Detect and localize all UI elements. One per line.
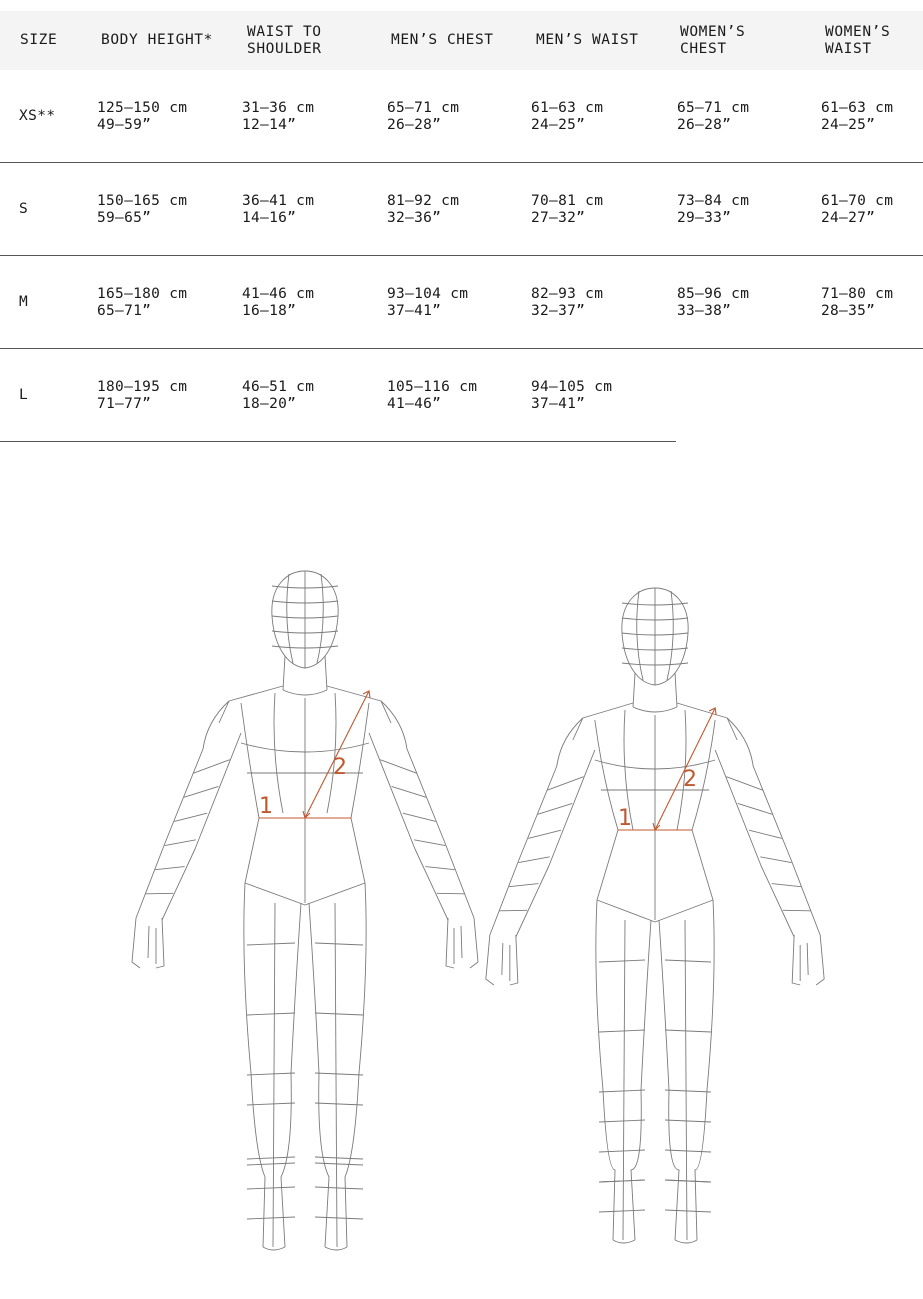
table-body (0, 70, 923, 442)
wireframe-line (247, 1103, 295, 1105)
header-size: SIZE (20, 32, 58, 48)
leg (695, 900, 714, 1240)
wireframe-line (547, 777, 583, 790)
table-cell (387, 286, 468, 320)
wireframe-line (509, 884, 538, 887)
male-mannequin (132, 571, 478, 1250)
wireframe-line (315, 1187, 363, 1189)
table-cell (387, 193, 459, 227)
hand (446, 918, 478, 968)
wireframe-line (599, 1030, 645, 1032)
wireframe-line (519, 857, 550, 863)
measure-label-shoulder: 2 (683, 767, 697, 792)
wireframe-line (315, 943, 363, 945)
measurement-figures (0, 540, 923, 1280)
wireframe-line (437, 893, 465, 894)
arm (381, 701, 474, 918)
table-cell (531, 100, 603, 134)
wireframe-line (315, 1103, 363, 1105)
torso-right (351, 703, 369, 883)
cell-metric-value: 70–81 cm (531, 193, 604, 209)
cell-imperial-value: 37–41” (387, 303, 442, 319)
wireframe-line (516, 750, 595, 937)
cell-imperial-value: 59–65” (97, 210, 152, 226)
wireframe-line (659, 920, 679, 1240)
cell-imperial-value: 12–14” (242, 117, 297, 133)
wireframe-line (783, 910, 811, 911)
table-cell (242, 379, 314, 413)
wireframe-line (631, 920, 651, 1240)
table-cell (677, 286, 749, 320)
cell-metric-value: 82–93 cm (531, 286, 604, 302)
cell-imperial-value: 32–37” (531, 303, 586, 319)
table-cell (821, 193, 893, 227)
wireframe-line (623, 920, 625, 1240)
wireframe-line (538, 803, 573, 814)
wireframe-line (403, 813, 436, 821)
wireframe-line (327, 693, 336, 813)
wireframe-line (309, 903, 329, 1247)
wireframe-line (263, 1247, 285, 1250)
cell-imperial-value: 41–46” (387, 396, 442, 412)
cell-metric-value: 31–36 cm (242, 100, 315, 116)
wireframe-line (665, 1180, 711, 1182)
arm (490, 718, 583, 935)
wireframe-line (247, 943, 295, 945)
wireframe-line (665, 1090, 711, 1092)
mannequin-illustrations (0, 540, 923, 1280)
wireframe-line (726, 777, 762, 790)
wireframe-line (665, 1210, 711, 1212)
cell-metric-value: 61–70 cm (821, 193, 894, 209)
size-cell: L (19, 387, 29, 403)
table-cell (531, 379, 612, 413)
cell-metric-value: 41–46 cm (242, 286, 315, 302)
size-chart-table (0, 11, 923, 442)
header-mens-chest: MEN’S CHEST (391, 32, 494, 48)
cell-metric-value: 73–84 cm (677, 193, 750, 209)
wireframe-line (315, 1157, 363, 1159)
cell-metric-value: 65–71 cm (387, 100, 460, 116)
wireframe-line (599, 1090, 645, 1092)
cell-imperial-value: 24–25” (821, 117, 876, 133)
torso-left (595, 720, 618, 900)
size-cell: S (19, 201, 29, 217)
header-body-height: BODY HEIGHT* (101, 32, 213, 48)
table-cell (97, 286, 187, 320)
wireframe-line (247, 1073, 295, 1075)
wireframe-line (613, 1240, 635, 1243)
cell-metric-value: 105–116 cm (387, 379, 478, 395)
table-cell (97, 193, 187, 227)
wireframe-line (315, 1163, 363, 1165)
wireframe-line (247, 1157, 295, 1159)
table-cell (97, 379, 187, 413)
cell-metric-value: 61–63 cm (821, 100, 894, 116)
table-cell (387, 379, 477, 413)
wireframe-line (665, 1030, 711, 1032)
wireframe-line (528, 830, 561, 838)
wireframe-line (247, 1217, 295, 1219)
torso-left (241, 703, 259, 883)
cell-imperial-value: 71–77” (97, 396, 152, 412)
cell-metric-value: 36–41 cm (242, 193, 315, 209)
cell-metric-value: 165–180 cm (97, 286, 188, 302)
wireframe-line (772, 884, 801, 887)
table-cell (531, 193, 603, 227)
wireframe-line (392, 786, 427, 797)
cell-imperial-value: 33–38” (677, 303, 732, 319)
wireframe-line (599, 1120, 645, 1122)
cell-metric-value: 150–165 cm (97, 193, 188, 209)
wireframe-line (281, 903, 301, 1247)
wireframe-line (454, 926, 462, 964)
wireframe-line (165, 840, 196, 846)
cell-metric-value: 180–195 cm (97, 379, 188, 395)
cell-imperial-value: 37–41” (531, 396, 586, 412)
wireframe-line (273, 903, 275, 1247)
leg (596, 900, 615, 1240)
wireframe-line (675, 1240, 697, 1243)
cell-imperial-value: 27–32” (531, 210, 586, 226)
wireframe-line (749, 830, 782, 838)
wireframe-line (148, 926, 156, 964)
wireframe-line (800, 943, 808, 981)
table-cell (677, 193, 749, 227)
wireframe-line (665, 1120, 711, 1122)
wireframe-line (715, 750, 794, 937)
wireframe-line (274, 693, 283, 813)
right-shoulder (327, 686, 391, 723)
wireframe-line (633, 707, 677, 712)
wireframe-line (325, 1247, 347, 1250)
table-cell (821, 100, 893, 134)
wireframe-line (599, 1210, 645, 1212)
wireframe-line (380, 760, 416, 773)
table-cell (677, 100, 749, 134)
wireframe-line (184, 786, 219, 797)
cell-metric-value: 61–63 cm (531, 100, 604, 116)
wireframe-line (174, 813, 207, 821)
wireframe-line (665, 1150, 711, 1152)
wireframe-line (283, 690, 327, 695)
wireframe-line (599, 1150, 645, 1152)
wireframe-line (193, 760, 229, 773)
cell-imperial-value: 18–20” (242, 396, 297, 412)
wireframe-line (315, 1073, 363, 1075)
table-cell (242, 286, 314, 320)
wireframe-line (685, 920, 687, 1240)
cell-metric-value: 81–92 cm (387, 193, 460, 209)
female-mannequin (486, 588, 824, 1243)
header-womens-chest: WOMEN’S CHEST (680, 24, 746, 57)
wireframe-line (315, 1217, 363, 1219)
row-divider (0, 441, 676, 442)
wireframe-line (162, 733, 241, 920)
wireframe-line (599, 1180, 645, 1182)
measure-label-shoulder: 2 (333, 755, 347, 780)
cell-metric-value: 46–51 cm (242, 379, 315, 395)
wireframe-line (425, 867, 454, 870)
wireframe-line (146, 893, 174, 894)
wireframe-line (502, 943, 510, 981)
cell-imperial-value: 16–18” (242, 303, 297, 319)
cell-metric-value: 94–105 cm (531, 379, 613, 395)
table-cell (531, 286, 603, 320)
cell-imperial-value: 26–28” (677, 117, 732, 133)
cell-imperial-value: 26–28” (387, 117, 442, 133)
cell-metric-value: 71–80 cm (821, 286, 894, 302)
wireframe-line (369, 733, 448, 920)
size-cell: M (19, 294, 29, 310)
cell-imperial-value: 28–35” (821, 303, 876, 319)
wireframe-line (247, 1013, 295, 1015)
wireframe-line (760, 857, 791, 863)
hand (132, 918, 164, 968)
cell-imperial-value: 49–59” (97, 117, 152, 133)
table-row (0, 163, 923, 256)
measurement-markers (618, 708, 716, 831)
cell-imperial-value: 14–16” (242, 210, 297, 226)
wireframe-line (414, 840, 445, 846)
wireframe-line (665, 960, 711, 962)
cell-metric-value: 93–104 cm (387, 286, 469, 302)
table-header (0, 11, 923, 70)
table-row (0, 349, 923, 442)
header-womens-waist: WOMEN’S WAIST (825, 24, 891, 57)
size-cell: XS** (19, 108, 56, 124)
header-mens-waist: MEN’S WAIST (536, 32, 639, 48)
leg (345, 883, 366, 1247)
table-cell (821, 286, 893, 320)
wireframe-line (738, 803, 773, 814)
header-waist-to-shoulder: WAIST TO SHOULDER (247, 24, 322, 57)
cell-metric-value: 85–96 cm (677, 286, 750, 302)
arm (136, 701, 229, 918)
left-shoulder (219, 686, 283, 723)
measurement-markers (259, 691, 370, 819)
hand (486, 935, 518, 985)
table-row (0, 70, 923, 163)
table-row (0, 256, 923, 349)
wireframe-line (155, 867, 184, 870)
cell-imperial-value: 24–25” (531, 117, 586, 133)
cell-imperial-value: 29–33” (677, 210, 732, 226)
cell-metric-value: 125–150 cm (97, 100, 188, 116)
table-cell (242, 193, 314, 227)
wireframe-line (247, 1187, 295, 1189)
measure-label-waist: 1 (618, 806, 632, 831)
measure-label-waist: 1 (259, 794, 273, 819)
cell-imperial-value: 65–71” (97, 303, 152, 319)
table-cell (97, 100, 187, 134)
hand (792, 935, 824, 985)
arm (727, 718, 820, 935)
leg (244, 883, 265, 1247)
cell-metric-value: 65–71 cm (677, 100, 750, 116)
cell-imperial-value: 32–36” (387, 210, 442, 226)
wireframe-line (247, 1163, 295, 1165)
wireframe-line (499, 910, 527, 911)
cell-imperial-value: 24–27” (821, 210, 876, 226)
wireframe-line (315, 1013, 363, 1015)
table-cell (242, 100, 314, 134)
wireframe-line (335, 903, 337, 1247)
table-cell (387, 100, 459, 134)
wireframe-line (599, 960, 645, 962)
